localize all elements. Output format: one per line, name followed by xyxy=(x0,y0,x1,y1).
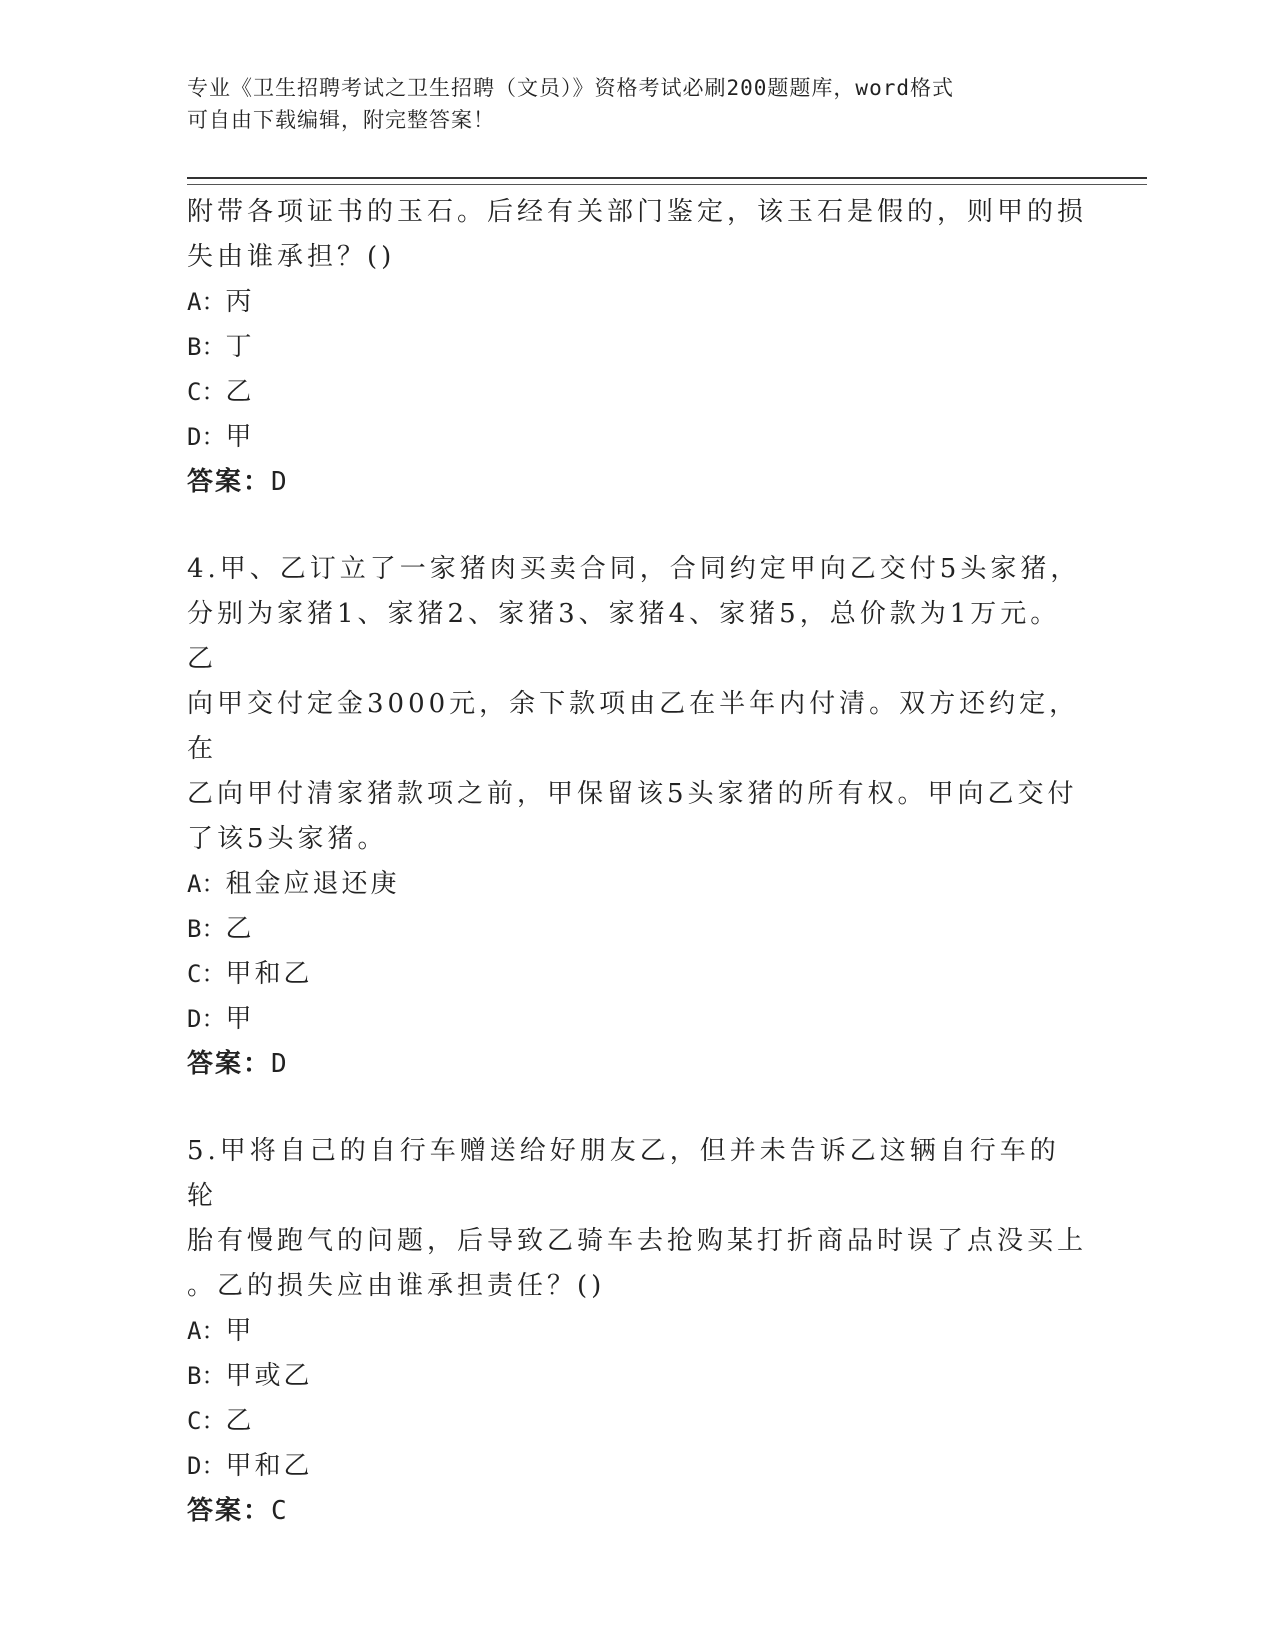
answer-value: C xyxy=(271,1496,289,1526)
option-d xyxy=(187,1444,1087,1489)
option-a xyxy=(187,1309,1087,1354)
question-stem-line: 失由谁承担？() xyxy=(187,242,396,272)
option-text: 甲 xyxy=(225,1316,255,1346)
option-key: A： xyxy=(187,288,226,316)
document-header xyxy=(187,72,1067,136)
question-block xyxy=(187,1129,1087,1534)
option-d xyxy=(187,415,1087,460)
option-text: 乙 xyxy=(225,377,255,407)
option-text: 甲和乙 xyxy=(225,1451,313,1481)
answer-value: D xyxy=(271,1049,289,1079)
question-stem-line: 。乙的损失应由谁承担责任？() xyxy=(187,1271,606,1301)
option-text: 甲和乙 xyxy=(225,959,313,989)
answer-line xyxy=(187,1489,1087,1534)
question-stem-line: 4.甲、乙订立了一家猪肉买卖合同，合同约定甲向乙交付5头家猪， xyxy=(187,554,1081,584)
option-key: D： xyxy=(187,1005,226,1033)
question-stem-line: 胎有慢跑气的问题，后导致乙骑车去抢购某打折商品时误了点没买上 xyxy=(187,1226,1088,1256)
option-text: 丁 xyxy=(225,332,255,362)
option-b xyxy=(187,907,1087,952)
question-stem-line: 乙向甲付清家猪款项之前，甲保留该5头家猪的所有权。甲向乙交付 xyxy=(187,779,1078,809)
option-key: D： xyxy=(187,423,226,451)
answer-line xyxy=(187,460,1087,505)
answer-label: 答案： xyxy=(187,1049,272,1079)
option-c xyxy=(187,952,1087,997)
option-key: B： xyxy=(187,915,226,943)
option-key: C： xyxy=(187,378,226,406)
option-text: 甲或乙 xyxy=(225,1361,313,1391)
question-stem-line: 分别为家猪1、家猪2、家猪3、家猪4、家猪5，总价款为1万元。乙 xyxy=(187,599,1061,674)
option-key: A： xyxy=(187,870,226,898)
answer-line xyxy=(187,1042,1087,1087)
option-key: C： xyxy=(187,1407,226,1435)
option-b xyxy=(187,325,1087,370)
option-c xyxy=(187,1399,1087,1444)
option-key: C： xyxy=(187,960,226,988)
option-text: 租金应退还庚 xyxy=(225,869,400,899)
header-line-2: 可自由下载编辑，附完整答案！ xyxy=(187,108,495,132)
answer-value: D xyxy=(271,467,289,497)
option-c xyxy=(187,370,1087,415)
option-d xyxy=(187,997,1087,1042)
header-divider-thick xyxy=(187,177,1147,179)
question-stem-line: 附带各项证书的玉石。后经有关部门鉴定，该玉石是假的，则甲的损 xyxy=(187,197,1088,227)
option-a xyxy=(187,280,1087,325)
header-line-1: 专业《卫生招聘考试之卫生招聘（文员）》资格考试必刷200题题库，word格式 xyxy=(187,76,954,100)
header-divider-thin xyxy=(187,184,1147,185)
option-a xyxy=(187,862,1087,907)
question-stem-line: 了该5头家猪。 xyxy=(187,824,388,854)
option-key: B： xyxy=(187,1362,226,1390)
answer-label: 答案： xyxy=(187,467,272,497)
option-key: B： xyxy=(187,333,226,361)
option-text: 甲 xyxy=(225,1004,255,1034)
option-text: 乙 xyxy=(225,914,255,944)
option-text: 丙 xyxy=(225,287,255,317)
question-stem-line: 向甲交付定金3000元，余下款项由乙在半年内付清。双方还约定，在 xyxy=(187,689,1080,764)
question-list xyxy=(187,190,1087,1576)
option-key: D： xyxy=(187,1452,226,1480)
answer-label: 答案： xyxy=(187,1496,272,1526)
question-block xyxy=(187,190,1087,505)
option-text: 乙 xyxy=(225,1406,255,1436)
question-block xyxy=(187,547,1087,1087)
question-stem-line: 5.甲将自己的自行车赠送给好朋友乙，但并未告诉乙这辆自行车的轮 xyxy=(187,1136,1060,1211)
option-b xyxy=(187,1354,1087,1399)
option-text: 甲 xyxy=(225,422,255,452)
option-key: A： xyxy=(187,1317,226,1345)
